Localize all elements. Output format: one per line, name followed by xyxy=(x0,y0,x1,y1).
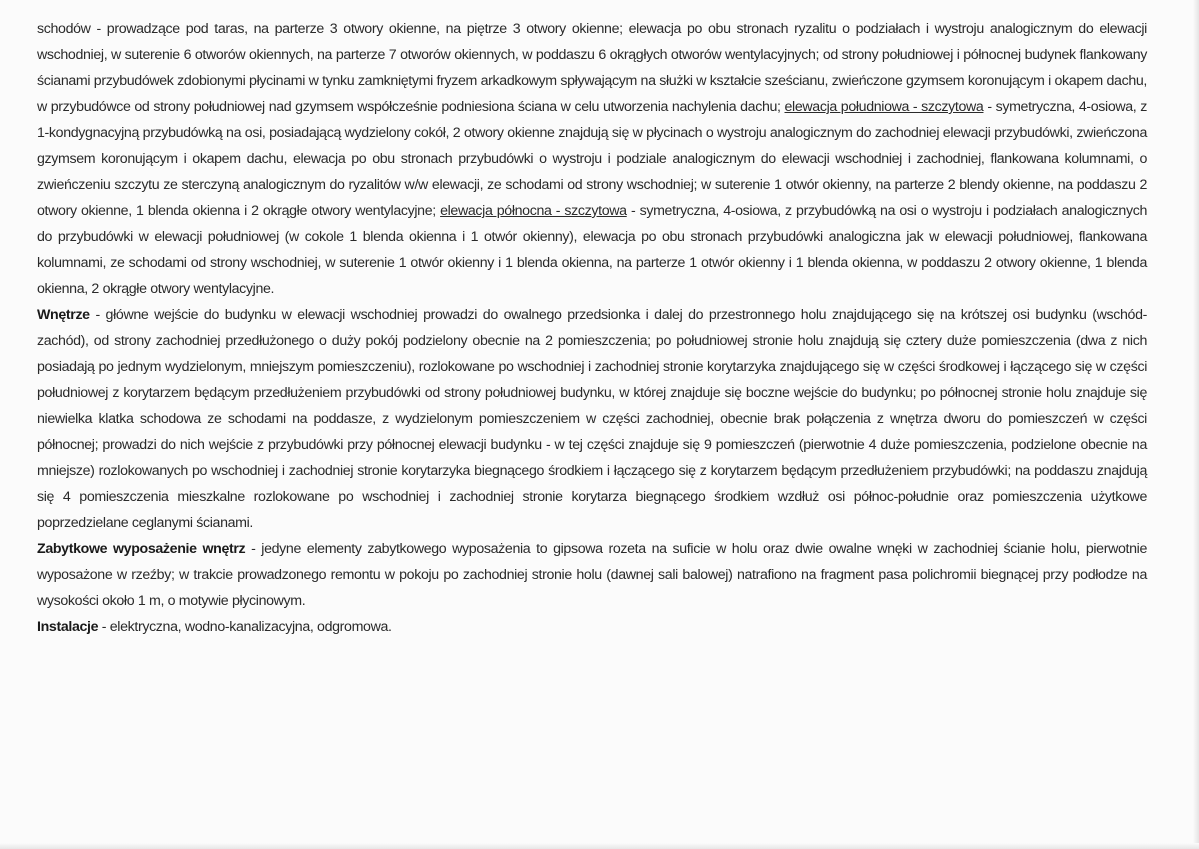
paragraph-elevations xyxy=(37,16,1147,302)
interior-text: - główne wejście do budynku w elewacji wschodniej prowadzi do owalnego przedsionka i dalej do przestronnego holu znajdującego się na krótszej osi budynku (wschód-zachód), od strony zachodniej przedłużonego o duży pokój podzielony obecnie na 2 pomieszczenia; po południowej stronie holu znajdują się cztery duże pomieszczenia (dwa z nich posiadają po jednym wydzielonym, mniejszym pomieszczeniu), rozlokowane po wschodniej i zachodniej stronie korytarzyka znajdującego się w części środkowej i łączącego się w części południowej z korytarzem będącym przedłużeniem przybudówki od strony południowej budynku, w której znajduje się boczne wejście do budynku; po północnej stronie holu znajduje się niewielka klatka schodowa ze schodami na poddasze, z wydzielonym pomieszczeniem w części zachodniej, obecnie brak połączenia z wnętrza dworu do pomieszczeń w części północnej; prowadzi do nich wejście z przybudówki przy północnej elewacji budynku - w tej części znajduje się 9 pomieszczeń (pierwotnie 4 duże pomieszczenia, podzielone obecnie na mniejsze) rozlokowanych po wschodniej i zachodniej stronie korytarzyka biegnącego środkiem i łączącego się z korytarzem będącym przedłużeniem przybudówki; na poddaszu znajdują się 4 pomieszczenia mieszkalne rozlokowane po wschodniej i zachodniej stronie korytarza biegnącego środkiem wzdłuż osi północ-południe oraz pomieszczenia użytkowe poprzedzielane ceglanymi ścianami. xyxy=(37,307,1147,531)
north-elevation-text: - symetryczna, 4-osiowa, z przybudówką na osi o wystroju i podziałach analogicznych do przybudówki w elewacji południowej (w cokole 1 blenda okienna i 1 otwór okienny), elewacja po obu stronach przybudówki analogiczna jak w elewacji południowej, flankowana kolumnami, ze schodami od strony wschodniej, w suterenie 1 otwór okienny i 1 blenda okienna, na parterze 1 otwór okienny i 1 blenda okienna, w poddaszu 2 otwory okienne, 1 blenda okienna, 2 okrągłe otwory wentylacyjne. xyxy=(37,203,1147,297)
page-edge-shadow-right xyxy=(1193,0,1199,849)
elevation-west-continued-text: schodów - prowadzące pod taras, na parterze 3 otwory okienne, na piętrze 3 otwory okienne; elewacja po obu stronach ryzalitu o podziałach i wystroju analogicznym do elewacji wschodniej, w suterenie 6 otworów okiennych, na parterze 7 otworów okiennych, w poddaszu 6 okrągłych otworów wentylacyjnych; od strony południowej i północnej budynek flankowany ścianami przybudówek zdobionymi płycinami w tynku zamkniętymi fryzem arkadkowym spływającym na służki w kształcie sześcianu, zwieńczone gzymsem koronującym i okapem dachu, w przybudówce od strony południowej nad gzymsem współcześnie podniesiona ściana w celu utworzenia nachylenia dachu; xyxy=(37,21,1147,115)
installations-label: Instalacje xyxy=(37,619,99,635)
heading-south-elevation: elewacja południowa - szczytowa xyxy=(784,99,984,115)
south-elevation-text: - symetryczna, 4-osiowa, z 1-kondygnacyjną przybudówką na osi, posiadającą wydzielony cokół, 2 otwory okienne znajdują się w płycinach o wystroju analogicznym do zachodniej elewacji przybudówki, zwieńczona gzymsem koronującym i okapem dachu, elewacja po obu stronach przybudówki o wystroju i podziale analogicznym do elewacji wschodniej i zachodniej, flankowana kolumnami, o zwieńczeniu szczytu ze sterczyną analogicznym do ryzalitów w/w elewacji, ze schodami od strony wschodniej; w suterenie 1 otwór okienny, na parterze 2 blendy okienne, na poddaszu 2 otwory okienne, 1 blenda okienna i 2 okrągłe otwory wentylacyjne; xyxy=(37,99,1148,219)
paragraph-installations xyxy=(37,614,1147,640)
paragraph-historic-furnishings xyxy=(37,536,1147,614)
installations-text: - elektryczna, wodno-kanalizacyjna, odgromowa. xyxy=(98,619,392,635)
historic-furnishings-text: - jedyne elementy zabytkowego wyposażenia to gipsowa rozeta na suficie w holu oraz dwie owalne wnęki w zachodniej ścianie holu, pierwotnie wyposażone w rzeźby; w trakcie prowadzonego remontu w pokoju po zachodniej stronie holu (dawnej sali balowej) natrafiono na fragment pasa polichromii biegnącej przy podłodze na wysokości około 1 m, o motywie płycinowym. xyxy=(37,541,1147,609)
heading-north-elevation: elewacja północna - szczytowa xyxy=(440,203,627,219)
interior-label: Wnętrze xyxy=(37,307,90,323)
page-edge-shadow-bottom xyxy=(0,843,1199,849)
paragraph-interior xyxy=(37,302,1147,536)
document-body xyxy=(37,16,1147,640)
historic-furnishings-label: Zabytkowe wyposażenie wnętrz xyxy=(37,541,246,557)
